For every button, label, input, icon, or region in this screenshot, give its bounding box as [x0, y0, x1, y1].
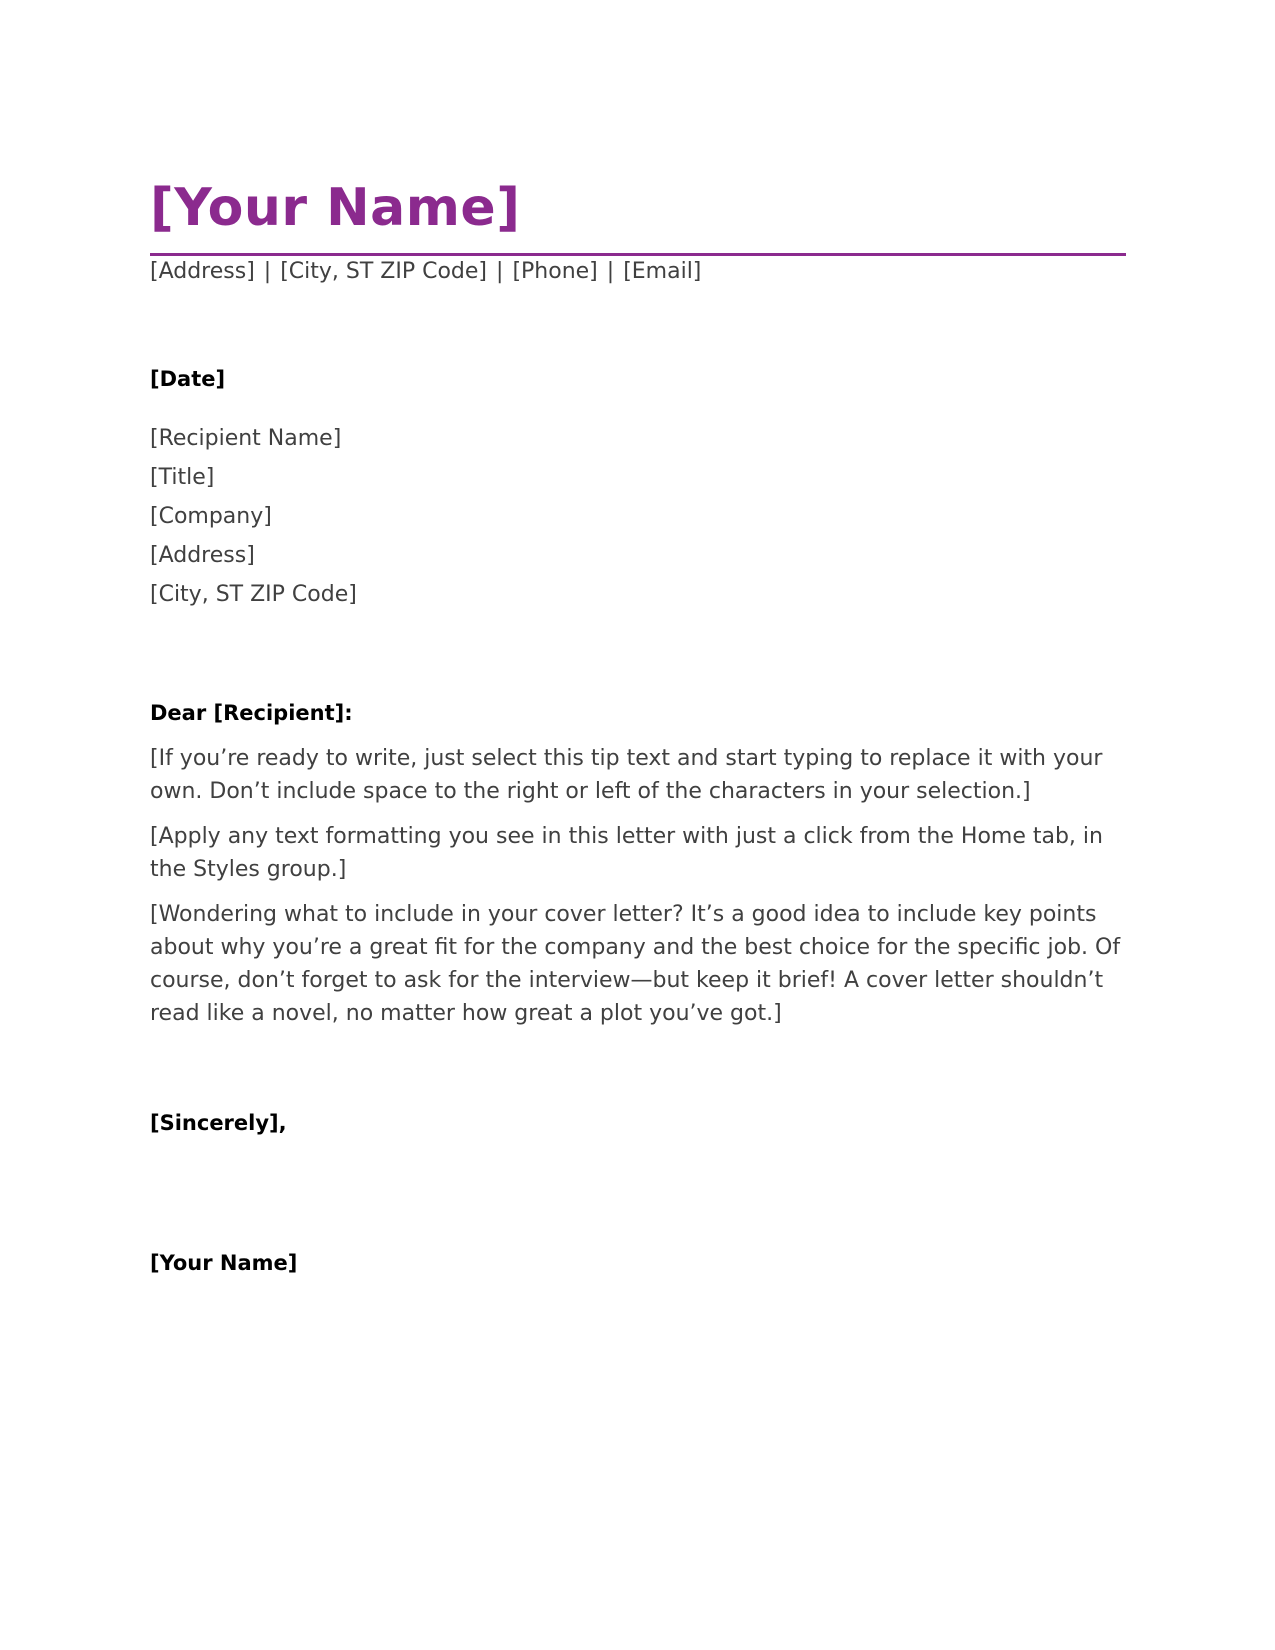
- body-paragraph-2[interactable]: [Apply any text formatting you see in this letter with just a click from the Home tab, in the Styles group.]: [150, 824, 1103, 882]
- recipient-company[interactable]: [Company]: [150, 504, 272, 529]
- body-paragraph-1[interactable]: [If you’re ready to write, just select this tip text and start typing to replace it with your own. Don’t include space to the right or left of the characters in your selection.]: [150, 746, 1103, 804]
- sender-name-heading[interactable]: [Your Name]: [150, 178, 521, 238]
- contact-phone[interactable]: [Phone]: [512, 259, 598, 284]
- contact-city[interactable]: [City, ST ZIP Code]: [280, 259, 488, 284]
- signature-name[interactable]: [Your Name]: [150, 1251, 298, 1275]
- contact-separator: |: [263, 259, 272, 284]
- letter-body: [150, 742, 1125, 1042]
- contact-line: [150, 256, 701, 288]
- salutation[interactable]: Dear [Recipient]:: [150, 701, 353, 725]
- recipient-block: [150, 419, 357, 614]
- contact-address[interactable]: [Address]: [150, 259, 255, 284]
- closing[interactable]: [Sincerely],: [150, 1111, 287, 1135]
- letter-page: [150, 0, 1125, 1650]
- recipient-city[interactable]: [City, ST ZIP Code]: [150, 582, 357, 607]
- contact-separator: |: [496, 259, 504, 284]
- contact-separator: |: [606, 259, 615, 284]
- recipient-title[interactable]: [Title]: [150, 465, 215, 490]
- recipient-address[interactable]: [Address]: [150, 543, 255, 568]
- body-paragraph-3[interactable]: [Wondering what to include in your cover letter? It’s a good idea to include key points about why you’re a great fit for the company and the best choice for the specific job. Of course, don’t forget to ask for the interview—but keep it brief! A cover letter shouldn’t read like a novel, no matter how great a plot you’ve got.]: [150, 902, 1121, 1026]
- recipient-name[interactable]: [Recipient Name]: [150, 426, 342, 451]
- contact-email[interactable]: [Email]: [623, 259, 702, 284]
- letter-date[interactable]: [Date]: [150, 367, 226, 391]
